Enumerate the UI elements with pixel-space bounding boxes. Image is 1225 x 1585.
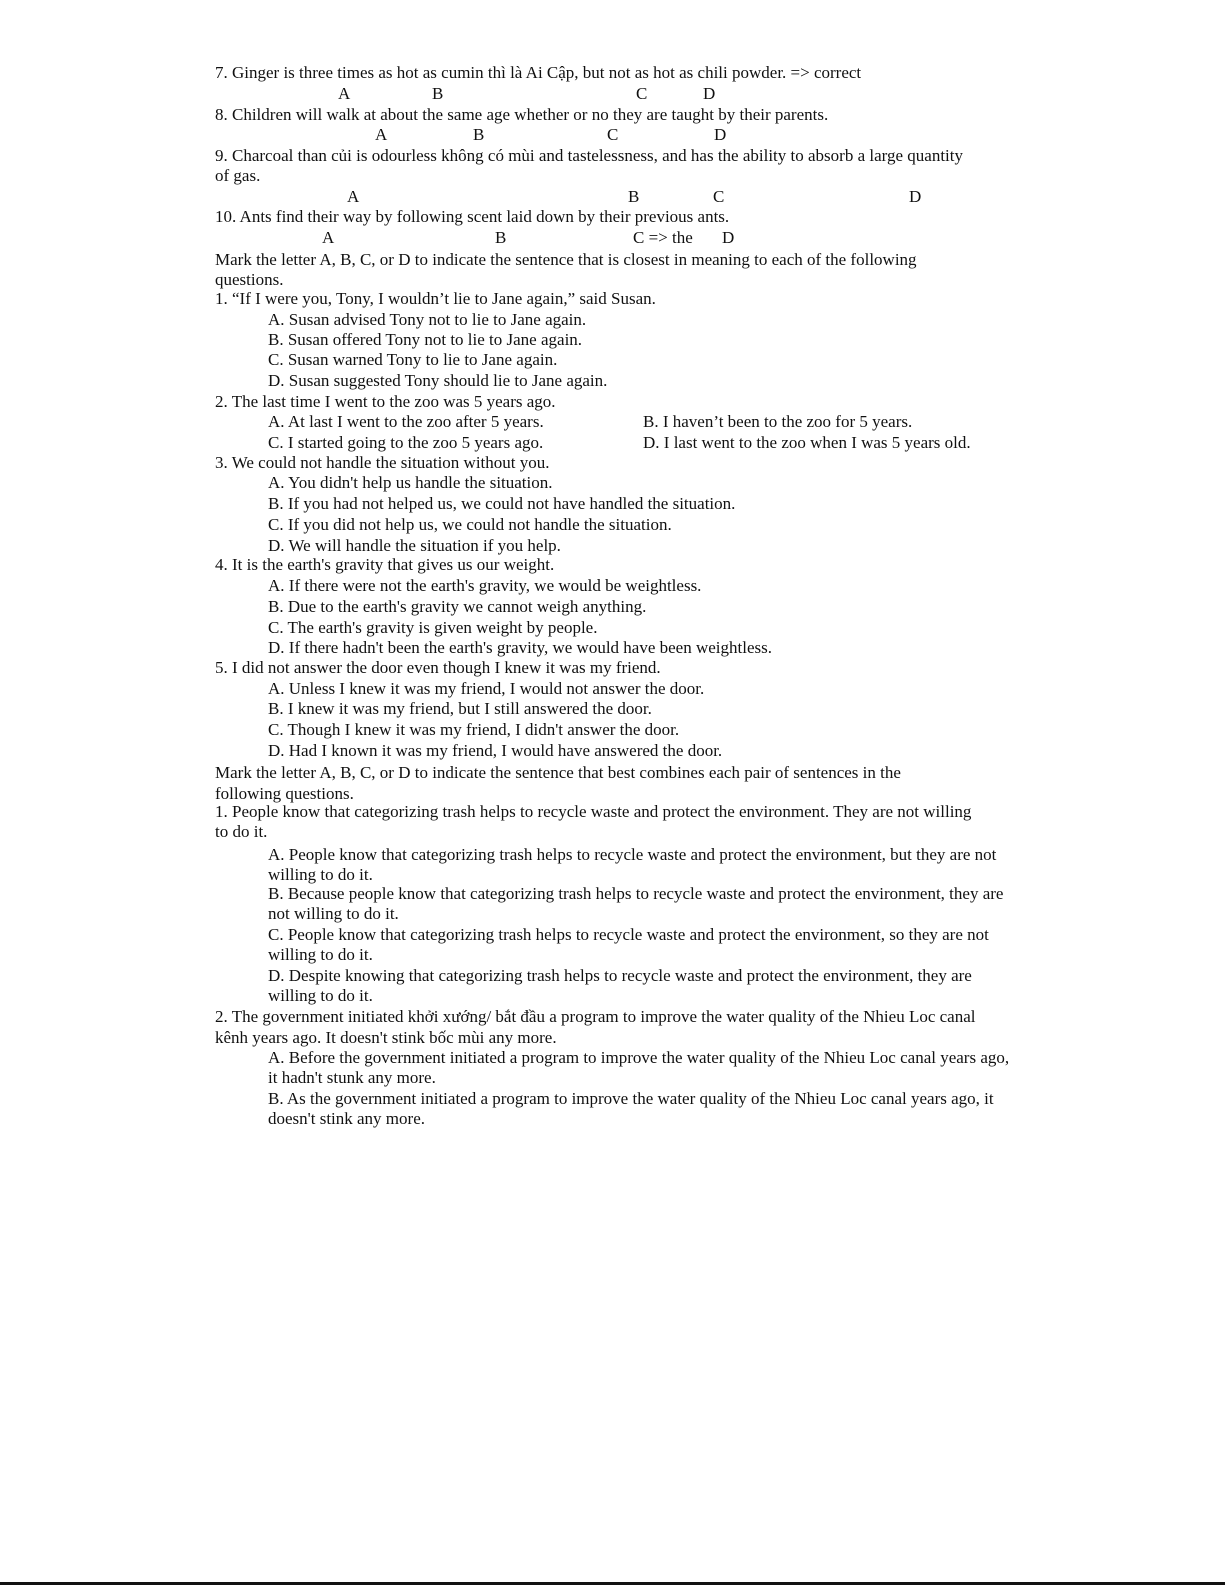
option-c: C. I started going to the zoo 5 years ago.: [268, 433, 544, 452]
option-label-a: A: [338, 84, 351, 103]
option-a: A. At last I went to the zoo after 5 years.: [268, 412, 544, 431]
option-label-b: B: [473, 125, 485, 144]
option-c: C. If you did not help us, we could not handle the situation.: [268, 515, 672, 534]
option-b: B. If you had not helped us, we could not have handled the situation.: [268, 494, 736, 513]
option-d: D. I last went to the zoo when I was 5 years old.: [643, 433, 971, 452]
option-a: A. If there were not the earth's gravity, we would be weightless.: [268, 576, 702, 595]
option-label-a: A: [322, 228, 335, 247]
option-label-d: D: [722, 228, 735, 247]
option-d: D. Had I known it was my friend, I would have answered the door.: [268, 741, 723, 760]
combine-question-1-line-1: 1. People know that categorizing trash helps to recycle waste and protect the environment. They are not willing: [215, 802, 972, 821]
option-c: C. Susan warned Tony to lie to Jane again.: [268, 350, 558, 369]
option-label-d: D: [909, 187, 922, 206]
option-c: C. Though I knew it was my friend, I didn't answer the door.: [268, 720, 680, 739]
option-label-a: A: [375, 125, 388, 144]
meaning-question-2: 2. The last time I went to the zoo was 5 years ago.: [215, 392, 556, 411]
section-instruction: Mark the letter A, B, C, or D to indicate the sentence that is closest in meaning to each of the following: [215, 250, 917, 269]
option-a: A. Unless I knew it was my friend, I would not answer the door.: [268, 679, 705, 698]
option-b: B. Due to the earth's gravity we cannot weigh anything.: [268, 597, 647, 616]
option-label-c: C: [607, 125, 619, 144]
option-b: B. I haven’t been to the zoo for 5 years.: [643, 412, 913, 431]
question-9-line-2: of gas.: [215, 166, 261, 185]
question-9-line-1: 9. Charcoal than củi is odourless không có mùi and tastelessness, and has the ability to absorb a large quantity: [215, 146, 963, 165]
option-c: C. People know that categorizing trash helps to recycle waste and protect the environment, so they are not willing to do it.: [268, 925, 989, 964]
question-8: 8. Children will walk at about the same age whether or no they are taught by their parents.: [215, 105, 829, 124]
option-label-c: C => the: [633, 228, 693, 247]
meaning-question-5: 5. I did not answer the door even though I knew it was my friend.: [215, 658, 661, 677]
option-label-a: A: [347, 187, 360, 206]
option-b: B. As the government initiated a program to improve the water quality of the Nhieu Loc canal years ago, it doesn't stink any more.: [268, 1089, 994, 1128]
option-label-d: D: [703, 84, 716, 103]
option-c: C. The earth's gravity is given weight by people.: [268, 618, 598, 637]
meaning-question-4: 4. It is the earth's gravity that gives us our weight.: [215, 555, 555, 574]
option-a: A. You didn't help us handle the situation.: [268, 473, 553, 492]
section-instruction-cont: following questions.: [215, 784, 354, 803]
meaning-question-3: 3. We could not handle the situation without you.: [215, 453, 550, 472]
option-label-c: C: [636, 84, 648, 103]
option-d: D. Despite knowing that categorizing trash helps to recycle waste and protect the environment, they are willing to do it.: [268, 966, 972, 1005]
question-7: 7. Ginger is three times as hot as cumin thì là Ai Cập, but not as hot as chili powder. => correct: [215, 63, 862, 82]
option-a: A. People know that categorizing trash helps to recycle waste and protect the environment, but they are not willing to do it.: [268, 845, 997, 884]
option-b: B. I knew it was my friend, but I still answered the door.: [268, 699, 652, 718]
option-label-c: C: [713, 187, 725, 206]
option-label-b: B: [432, 84, 444, 103]
section-instruction-cont: questions.: [215, 270, 284, 289]
section-instruction: Mark the letter A, B, C, or D to indicate the sentence that best combines each pair of sentences in the: [215, 763, 901, 782]
option-label-b: B: [495, 228, 507, 247]
option-b: B. Susan offered Tony not to lie to Jane again.: [268, 330, 583, 349]
option-label-d: D: [714, 125, 727, 144]
option-b: B. Because people know that categorizing trash helps to recycle waste and protect the environment, they are not willing to do it.: [268, 884, 1004, 923]
combine-question-2-line-1: 2. The government initiated khởi xướng/ bắt đầu a program to improve the water quality of the Nhieu Loc canal: [215, 1007, 976, 1026]
option-d: D. We will handle the situation if you help.: [268, 536, 561, 555]
combine-question-1-line-2: to do it.: [215, 822, 268, 841]
option-d: D. Susan suggested Tony should lie to Jane again.: [268, 371, 608, 390]
question-10: 10. Ants find their way by following scent laid down by their previous ants.: [215, 207, 730, 226]
option-a: A. Susan advised Tony not to lie to Jane again.: [268, 310, 587, 329]
option-a: A. Before the government initiated a program to improve the water quality of the Nhieu Loc canal years ago, it hadn't stunk any more.: [268, 1048, 1010, 1087]
option-d: D. If there hadn't been the earth's gravity, we would have been weightless.: [268, 638, 772, 657]
combine-question-2-line-2: kênh years ago. It doesn't stink bốc mùi any more.: [215, 1028, 557, 1047]
option-label-b: B: [628, 187, 640, 206]
meaning-question-1: 1. “If I were you, Tony, I wouldn’t lie to Jane again,” said Susan.: [215, 289, 656, 308]
